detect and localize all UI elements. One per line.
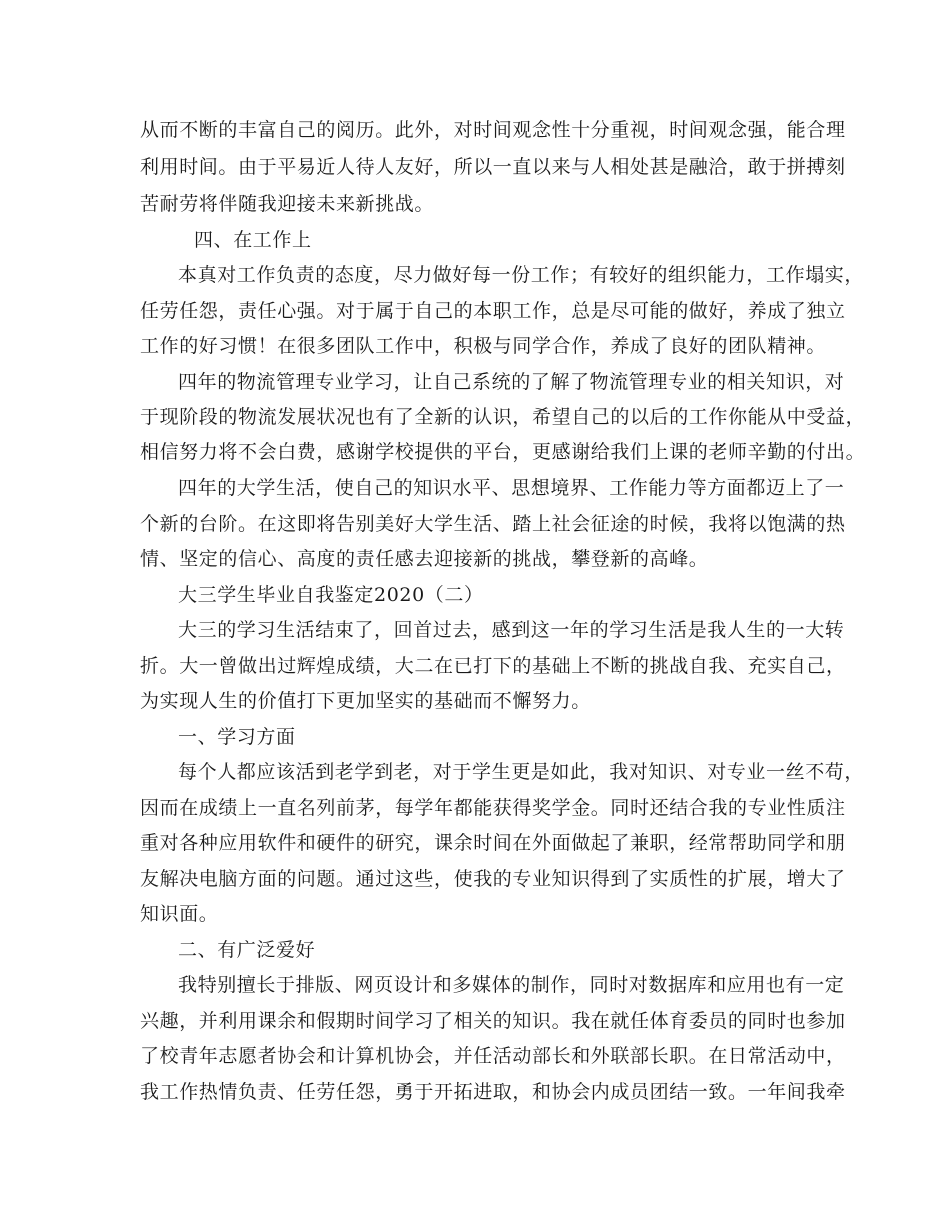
text-line: 利用时间。由于平易近人待人友好，所以一直以来与人相处甚是融洽，敢于拼搏刻 bbox=[140, 156, 846, 178]
text-line: 友解决电脑方面的问题。通过这些，使我的专业知识得到了实质性的扩展，增大了 bbox=[140, 868, 846, 890]
text-line: 任劳任怨，责任心强。对于属于自己的本职工作，总是尽可能的做好，养成了独立 bbox=[140, 300, 846, 322]
text-line: 于现阶段的物流发展状况也有了全新的认识，希望自己的以后的工作你能从中受益， bbox=[140, 406, 866, 428]
text-line: 知识面。 bbox=[140, 903, 219, 925]
text-line: 了校青年志愿者协会和计算机协会，并任活动部长和外联部长职。在日常活动中， bbox=[140, 1045, 846, 1067]
text-line: 折。大一曾做出过辉煌成绩，大二在已打下的基础上不断的挑战自我、充实自己， bbox=[140, 655, 846, 677]
text-line: 四年的大学生活，使自己的知识水平、思想境界、工作能力等方面都迈上了一 bbox=[178, 477, 845, 499]
text-line: 苦耐劳将伴随我迎接未来新挑战。 bbox=[140, 193, 435, 215]
text-line: 重对各种应用软件和硬件的研究，课余时间在外面做起了兼职，经常帮助同学和朋 bbox=[140, 832, 846, 854]
text-line: 相信努力将不会白费，感谢学校提供的平台，更感谢给我们上课的老师辛勤的付出。 bbox=[140, 441, 866, 463]
text-line: 为实现人生的价值打下更加坚实的基础而不懈努力。 bbox=[140, 690, 591, 712]
text-line: 工作的好习惯！在很多团队工作中，积极与同学合作，养成了良好的团队精神。 bbox=[140, 335, 827, 357]
text-line: 情、坚定的信心、高度的责任感去迎接新的挑战，攀登新的高峰。 bbox=[140, 548, 709, 570]
text-line: 每个人都应该活到老学到老，对于学生更是如此，我对知识、对专业一丝不苟， bbox=[178, 761, 865, 783]
text-line: 本真对工作负责的态度，尽力做好每一份工作；有较好的组织能力，工作塌实， bbox=[178, 264, 865, 286]
section-heading: 二、有广泛爱好 bbox=[178, 939, 316, 961]
section-heading: 四、在工作上 bbox=[194, 229, 312, 251]
text-line: 个新的台阶。在这即将告别美好大学生活、踏上社会征途的时候，我将以饱满的热 bbox=[140, 513, 846, 535]
text-line: 四年的物流管理专业学习，让自己系统的了解了物流管理专业的相关知识，对 bbox=[178, 371, 845, 393]
text-line: 兴趣，并利用课余和假期时间学习了相关的知识。我在就任体育委员的同时也参加 bbox=[140, 1010, 846, 1032]
section-heading: 一、学习方面 bbox=[178, 726, 296, 748]
text-line: 大三的学习生活结束了，回首过去，感到这一年的学习生活是我人生的一大转 bbox=[178, 619, 845, 641]
text-line: 因而在成绩上一直名列前茅，每学年都能获得奖学金。同时还结合我的专业性质注 bbox=[140, 797, 846, 819]
document-title: 大三学生毕业自我鉴定2020（二） bbox=[178, 584, 484, 606]
text-line: 我特别擅长于排版、网页设计和多媒体的制作，同时对数据库和应用也有一定 bbox=[178, 974, 845, 996]
text-line: 我工作热情负责、任劳任怨，勇于开拓进取，和协会内成员团结一致。一年间我牵 bbox=[140, 1081, 846, 1103]
text-line: 从而不断的丰富自己的阅历。此外，对时间观念性十分重视，时间观念强，能合理 bbox=[140, 119, 846, 141]
